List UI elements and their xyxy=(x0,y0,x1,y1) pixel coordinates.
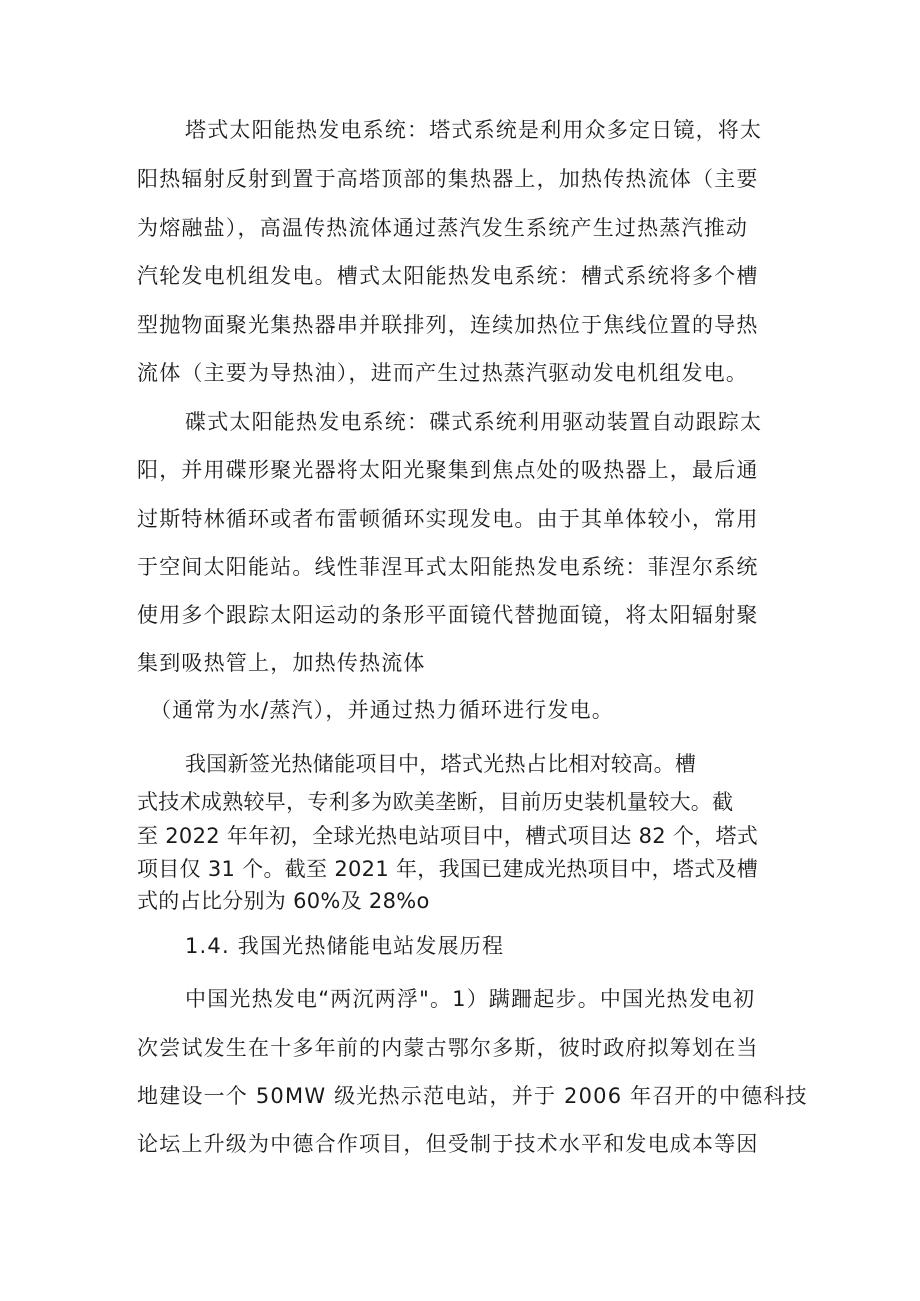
text-line: 式的占比分别为 60%及 28%o xyxy=(137,889,430,913)
heading-text: 1.4. 我国光热储能电站发展历程 xyxy=(185,934,505,958)
text-line: 至 2022 年年初，全球光热电站项目中，槽式项目达 82 个，塔式 xyxy=(137,824,759,848)
text-line: 阳，并用碟形聚光器将太阳光聚集到焦点处的吸热器上，最后通 xyxy=(137,458,759,482)
text-line: 地建设一个 50MW 级光热示范电站，并于 2006 年召开的中德科技 xyxy=(137,1084,808,1108)
text-line: 为熔融盐），高温传热流体通过蒸汽发生系统产生过热蒸汽推动 xyxy=(137,216,749,240)
text-line: 使用多个跟踪太阳运动的条形平面镜代替抛面镜，将太阳辐射聚 xyxy=(137,603,759,627)
text-line: 论坛上升级为中德合作项目，但受制于技术水平和发电成本等因 xyxy=(137,1132,759,1156)
text-line: 于空间太阳能站。线性菲涅耳式太阳能热发电系统：菲涅尔系统 xyxy=(137,555,759,579)
text-line: 集到吸热管上，加热传热流体 xyxy=(137,651,426,675)
text-line: 我国新签光热储能项目中，塔式光热占比相对较高。槽 xyxy=(185,752,697,776)
text-line: （通常为水/蒸汽），并通过热力循环进行发电。 xyxy=(150,698,614,722)
text-line: 式技术成熟较早，专利多为欧美垄断，目前历史装机量较大。截 xyxy=(137,790,734,814)
text-line: 汽轮发电机组发电。槽式太阳能热发电系统：槽式系统将多个槽 xyxy=(137,264,759,288)
text-line: 中国光热发电“两沉两浮"。1）蹒跚起步。中国光热发电初 xyxy=(185,987,756,1011)
text-line: 型抛物面聚光集热器串并联排列，连续加热位于焦线位置的导热 xyxy=(137,313,759,337)
text-line: 碟式太阳能热发电系统：碟式系统利用驱动装置自动跟踪太 xyxy=(185,410,763,434)
text-line: 流体（主要为导热油），进而产生过热蒸汽驱动发电机组发电。 xyxy=(137,361,749,385)
text-line: 过斯特林循环或者布雷顿循环实现发电。由于其单体较小，常用 xyxy=(137,507,759,531)
text-line: 次尝试发生在十多年前的内蒙古鄂尔多斯，彼时政府拟筹划在当 xyxy=(137,1036,759,1060)
text-line: 项目仅 31 个。截至 2021 年，我国已建成光热项目中，塔式及槽 xyxy=(137,857,759,881)
text-line: 塔式太阳能热发电系统：塔式系统是利用众多定日镜，将太 xyxy=(185,118,763,142)
text-line: 阳热辐射反射到置于高塔顶部的集热器上，加热传热流体（主要 xyxy=(137,167,759,191)
